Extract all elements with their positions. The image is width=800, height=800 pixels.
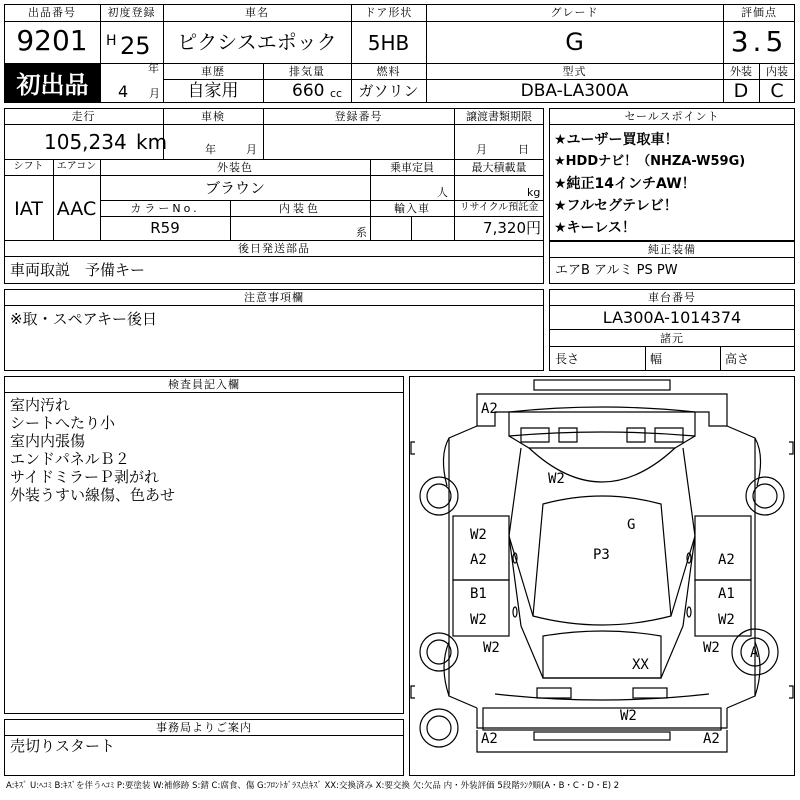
deferred-parts: 車両取説 予備キー — [10, 261, 146, 279]
mileage-header: 走行 — [71, 110, 96, 123]
aircon: AAC — [56, 198, 97, 220]
interior-grade: C — [770, 80, 784, 102]
damage-mark: W2 — [620, 708, 637, 724]
damage-mark: A2 — [481, 401, 498, 417]
first-registration-month: 4 — [118, 82, 129, 101]
inspector-line: エンドパネルＢ２ — [10, 450, 130, 468]
sales-point: ★フルセグテレビ！ — [554, 198, 678, 214]
capacity-unit: 人 — [437, 186, 448, 199]
inspector-notes — [10, 396, 175, 504]
inspection-header: 車検 — [201, 110, 225, 123]
sales-point: ★純正14インチAW！ — [554, 176, 696, 192]
aircon-header: エアコン — [56, 161, 97, 172]
fuel: ガソリン — [358, 82, 419, 100]
damage-mark: W2 — [548, 471, 565, 487]
deferred-parts-header: 後日発送部品 — [238, 242, 310, 255]
displacement: 660 — [292, 81, 325, 101]
exterior-grade-header: 外装 — [730, 65, 752, 78]
displacement-header: 排気量 — [289, 65, 325, 78]
era-label: H — [106, 33, 117, 49]
office-message: 売切りスタート — [10, 737, 116, 755]
exterior-grade: D — [733, 80, 749, 102]
inspector-line: 室内汚れ — [10, 396, 71, 414]
mileage-unit: km — [136, 130, 168, 154]
score: 3.5 — [730, 25, 788, 58]
first-registration-header: 初度登録 — [107, 6, 156, 19]
damage-mark: W2 — [470, 527, 487, 543]
grade: G — [565, 28, 584, 56]
damage-mark: B1 — [470, 586, 487, 602]
sales-point: ★ユーザー買取車！ — [554, 132, 679, 148]
width-label: 幅 — [650, 352, 663, 366]
first-listing-badge: 初出品 — [5, 63, 100, 102]
door-type: 5HB — [367, 31, 410, 55]
sales-point: ★HDDナビ！（NHZA-W59G) — [554, 154, 746, 169]
equipment-header: 純正装備 — [648, 243, 696, 256]
year-unit: 年 — [148, 62, 159, 75]
history-header: 車歴 — [201, 65, 225, 78]
car-name-header: 車名 — [245, 6, 269, 19]
import-header: 輸入車 — [394, 202, 430, 215]
door-type-header: ドア形状 — [364, 6, 413, 19]
chassis-header: 車台番号 — [648, 291, 696, 304]
interior-color-header: 内装色 — [279, 202, 321, 215]
exterior-color: ブラウン — [204, 179, 265, 197]
inspection-month-unit: 月 — [246, 143, 257, 156]
max-load-unit: kg — [527, 186, 541, 199]
chassis-number: LA300A-1014374 — [602, 308, 742, 327]
registration-number-header: 登録番号 — [334, 110, 383, 123]
damage-mark: G — [627, 517, 636, 533]
model-header: 型式 — [562, 65, 587, 78]
damage-mark: W2 — [718, 612, 735, 628]
transfer-docs-header: 譲渡書類期限 — [466, 110, 532, 123]
inspector-line: 外装うすい線傷、色あせ — [10, 486, 176, 504]
damage-mark: W2 — [483, 640, 500, 656]
damage-mark: A1 — [718, 586, 735, 602]
exterior-color-header: 外装色 — [217, 161, 253, 174]
notes-header: 注意事項欄 — [244, 291, 304, 304]
model: DBA-LA300A — [520, 81, 629, 101]
transfer-day-unit: 日 — [518, 143, 529, 156]
car-name: ピクシスエポック — [177, 30, 337, 54]
lot-number: 9201 — [16, 24, 88, 57]
inspector-header: 検査員記入欄 — [168, 378, 240, 391]
inspector-line: サイドミラーＰ剥がれ — [10, 468, 159, 486]
sales-point: ★キーレス！ — [554, 220, 636, 236]
length-label: 長さ — [555, 352, 580, 366]
damage-mark: XX — [632, 657, 649, 673]
office-header: 事務局よりご案内 — [156, 721, 252, 734]
damage-mark: A2 — [481, 731, 498, 747]
damage-mark: A2 — [470, 552, 487, 568]
color-no: R59 — [150, 219, 180, 237]
mileage: 105,234 — [44, 130, 127, 154]
inspection-year-unit: 年 — [205, 143, 216, 156]
color-no-header: カラーNo. — [130, 202, 200, 215]
damage-mark: A2 — [718, 552, 735, 568]
capacity-header: 乗車定員 — [390, 161, 434, 174]
shift-header: シフト — [13, 161, 44, 172]
height-label: 高さ — [725, 352, 750, 366]
damage-mark: W2 — [470, 612, 487, 628]
displacement-unit: cc — [330, 87, 343, 100]
damage-mark: W2 — [703, 640, 720, 656]
max-load-header: 最大積載量 — [471, 161, 527, 174]
dimensions-header: 諸元 — [660, 332, 684, 345]
notes: ※取・スペアキー後日 — [10, 310, 157, 328]
history: 自家用 — [187, 81, 239, 101]
inspector-line: 室内内張傷 — [10, 432, 86, 450]
transfer-month-unit: 月 — [476, 143, 487, 156]
inspector-line: シートへたり小 — [10, 414, 116, 432]
damage-legend: A:ｷｽﾞ U:ﾍｺﾐ B:ｷｽﾞを伴うﾍｺﾐ P:要塗装 W:補修跡 S:錆 C:腐食、傷 G:ﾌﾛﾝﾄｶﾞﾗｽ点ｷｽﾞ XX:交換済み X:要交換 欠:欠品 内・外装評価 5段階ﾗﾝｸ順(A・B・C・D・E) 2 — [6, 781, 620, 791]
recycle-deposit: 7,320円 — [483, 219, 541, 237]
score-header: 評価点 — [741, 6, 777, 19]
fuel-header: 燃料 — [376, 65, 401, 78]
first-registration-year: 25 — [120, 32, 151, 60]
damage-mark: P3 — [593, 547, 610, 563]
car-diagram — [409, 376, 795, 776]
equipment: エアB アルミ PS PW — [555, 263, 678, 278]
damage-mark: A2 — [703, 731, 720, 747]
recycle-header: リサイクル預託金 — [459, 202, 539, 213]
grade-header: グレード — [550, 6, 599, 19]
damage-mark: A — [750, 645, 759, 661]
sales-points-header: セールスポイント — [624, 110, 720, 123]
month-unit: 月 — [149, 87, 160, 100]
interior-grade-header: 内装 — [766, 65, 788, 78]
lot-number-header: 出品番号 — [28, 6, 76, 19]
shift: IAT — [14, 198, 43, 220]
sales-points-list — [554, 129, 745, 239]
interior-color-unit: 系 — [356, 226, 367, 239]
